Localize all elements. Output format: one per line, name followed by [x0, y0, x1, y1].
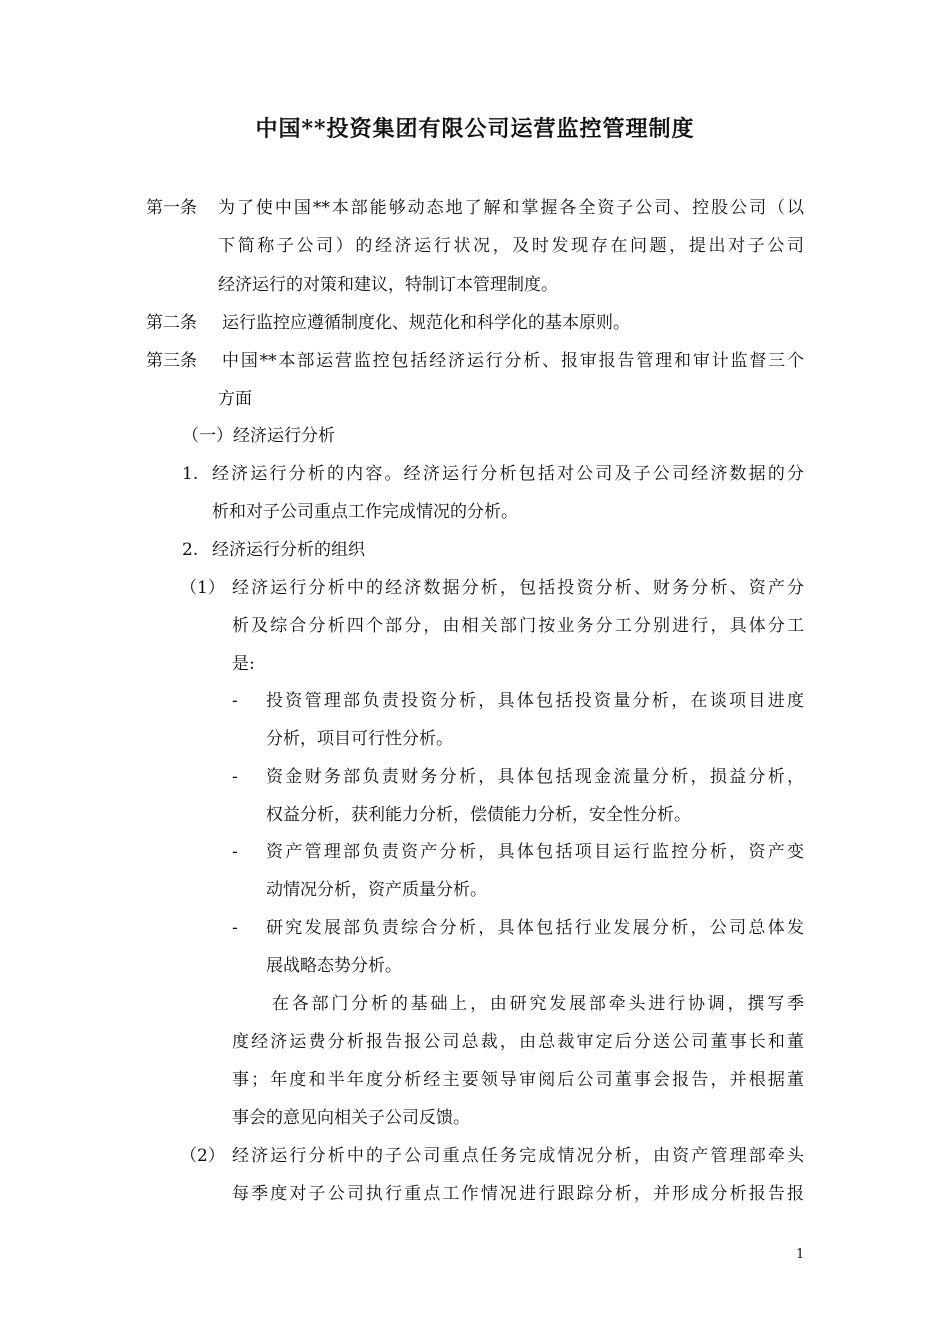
bullet-3-line-1: 资产管理部负责资产分析，具体包括项目运行监控分析，资产变	[266, 842, 804, 862]
item-2-line-1: 经济运行分析的组织	[212, 540, 365, 560]
article-2-line-1: 运行监控应遵循制度化、规范化和科学化的基本原则。	[222, 313, 630, 333]
item-1-line-2: 析和对子公司重点工作完成情况的分析。	[212, 502, 518, 522]
item-1-line-1: 经济运行分析的内容。经济运行分析包括对公司及子公司经济数据的分	[212, 464, 804, 484]
paragraph-line-1: 在各部门分析的基础上，由研究发展部牵头进行协调，撰写季	[272, 994, 804, 1014]
bullet-3-marker: -	[232, 842, 238, 862]
paragraph-line-4: 事会的意见向相关子公司反馈。	[232, 1108, 470, 1128]
sub-1-line-3: 是:	[232, 654, 255, 674]
bullet-4-line-2: 展战略态势分析。	[266, 956, 402, 976]
sub-1-label: （1）	[180, 578, 225, 598]
bullet-1-line-2: 分析，项目可行性分析。	[266, 729, 453, 749]
article-1-label: 第一条	[146, 198, 197, 218]
page-number: 1	[796, 1247, 805, 1262]
paragraph-line-3: 事；年度和半年度分析经主要领导审阅后公司董事会报告，并根据董	[232, 1070, 804, 1090]
sub-2-line-1: 经济运行分析中的子公司重点任务完成情况分析，由资产管理部牵头	[232, 1146, 804, 1166]
article-1-line-2: 下简称子公司）的经济运行状况，及时发现存在问题，提出对子公司	[218, 236, 804, 256]
sub-1-line-2: 析及综合分析四个部分，由相关部门按业务分工分别进行，具体分工	[232, 616, 804, 636]
article-2-label: 第二条	[146, 313, 197, 333]
section-heading: （一）经济运行分析	[182, 426, 335, 446]
bullet-2-line-2: 权益分析，获利能力分析，偿债能力分析，安全性分析。	[266, 805, 691, 825]
item-2-label: 2.	[182, 540, 199, 560]
document-title: 中国**投资集团有限公司运营监控管理制度	[255, 116, 695, 142]
bullet-1-marker: -	[232, 691, 238, 711]
bullet-2-marker: -	[232, 767, 238, 787]
sub-2-label: （2）	[180, 1146, 225, 1166]
bullet-4-line-1: 研究发展部负责综合分析，具体包括行业发展分析，公司总体发	[266, 918, 804, 938]
item-1-label: 1.	[182, 464, 199, 484]
bullet-2-line-1: 资金财务部负责财务分析，具体包括现金流量分析，损益分析，	[266, 767, 804, 787]
article-1-line-1: 为了使中国**本部能够动态地了解和掌握各全资子公司、控股公司（以	[218, 198, 804, 218]
bullet-1-line-1: 投资管理部负责投资分析，具体包括投资量分析，在谈项目进度	[266, 691, 804, 711]
article-3-line-1: 中国**本部运营监控包括经济运行分析、报审报告管理和审计监督三个	[222, 351, 804, 371]
sub-2-line-2: 每季度对子公司执行重点工作情况进行跟踪分析，并形成分析报告报	[232, 1184, 804, 1204]
sub-1-line-1: 经济运行分析中的经济数据分析，包括投资分析、财务分析、资产分	[232, 578, 804, 598]
article-3-label: 第三条	[146, 351, 197, 371]
article-3-line-2: 方面	[218, 389, 252, 409]
bullet-4-marker: -	[232, 918, 238, 938]
article-1-line-3: 经济运行的对策和建议，特制订本管理制度。	[218, 275, 558, 295]
bullet-3-line-2: 动情况分析，资产质量分析。	[266, 880, 487, 900]
paragraph-line-2: 度经济运费分析报告报公司总裁，由总裁审定后分送公司董事长和董	[232, 1032, 804, 1052]
